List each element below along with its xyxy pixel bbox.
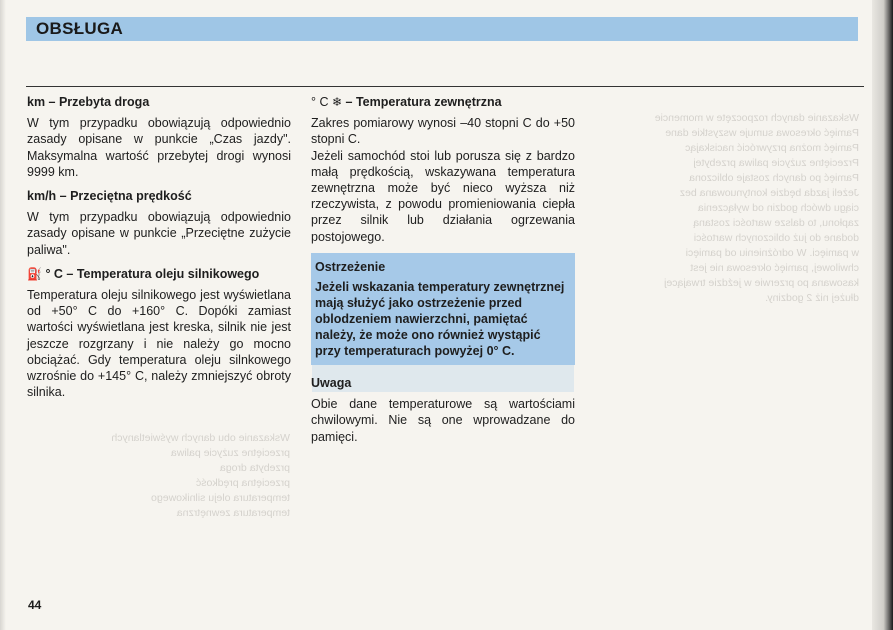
heading-distance: km – Przebyta droga (27, 95, 150, 109)
paragraph-oil-temperature: Temperatura oleju silnikowego jest wyświetlana od +50° C do +160° C. Dopóki zamiast wartości wyświetlana jest kreska, silnik nie jest jeszcze rozgrzany i nie należy go mocno obciążać. Gdy temperatura oleju silnkowego wzrośnie do +145° C, należy zmniejszyć obroty silnika. (27, 288, 291, 400)
middle-column (311, 94, 575, 453)
paragraph-note: Obie dane temperaturowe są wartościami chwilowymi. Nie są one wprowadzane do pamięci. (311, 397, 575, 444)
paragraph-distance: W tym przypadku obowiązują odpowiednio zasady opisane w punkcie „Czas jazdy". Maksymalna wartość przebytej drogi wynosi 9999 km. (27, 116, 291, 179)
heading-outside-temperature-text: – Temperatura zewnętrzna (345, 95, 502, 109)
heading-oil-temperature-text: ° C – Temperatura oleju silnikowego (45, 266, 260, 281)
show-through-text-left: Wskazanie obu danych wyświetlanych przeciętne zużycie paliwa przebyta droga przeciętna prędkość temperatura oleju silnikowego temperatura zewnętrzna (111, 432, 290, 519)
page-number: 44 (28, 598, 42, 612)
heading-note: Uwaga (311, 376, 352, 391)
paragraph-outside-temperature: Jeżeli samochód stoi lub porusza się z bardzo małą prędkością, wskazywana temperatura zewnętrzna może być nieco wyższa niż rzeczywista, z powodu promieniowania ciepła przez silnik lub działania ogrzewania postojowego. (311, 148, 575, 244)
heading-oil-temperature (27, 266, 291, 282)
oil-can-icon: ⛽ (27, 266, 42, 281)
section-header-bar (26, 17, 858, 41)
snowflake-icon: ❄ (331, 95, 343, 109)
divider-line (26, 86, 864, 87)
warning-text: Jeżeli wskazania temperatury zewnętrznej mają służyć jako ostrzeżenie przed oblodzeniem nawierzchni, pamiętać należy, że może ono również wystąpić przy temperaturach powyżej 0° C. (315, 280, 565, 359)
paragraph-range: Zakres pomiarowy wynosi –40 stopni C do +50 stopni C. (311, 116, 575, 147)
warning-box (311, 253, 575, 365)
section-title: OBSŁUGA (36, 19, 124, 38)
degree-prefix: ° C (311, 95, 329, 109)
paragraph-average-speed: W tym przypadku obowiązują odpowiednio zasady opisane w punkcie „Przeciętne zużycie paliwa". (27, 210, 291, 257)
heading-average-speed: km/h – Przeciętna prędkość (27, 189, 192, 204)
left-column (27, 94, 291, 408)
page-binding-shadow (872, 0, 893, 630)
page-edge-shadow (0, 0, 6, 630)
show-through-text: Wskazanie danych rozpoczęte w momencie Pamięć okresowa sumuje wszystkie dane Pamięć można przywrócić naciskając Przeciętne zużycie paliwa przebytej Pamięć po danych zostaje obliczona Jeżeli jazda będzie kontynuowana bez ciągu dwóch godzin od wyłączenia zapłonu, to dalsze wartości zostaną dodane do już obliczonych wartości w pamięci. W odróżnieniu od pamięci chwilowej, pamięć okresowa nie jest kasowana po przerwie w jeździe trwającej dłużej niż 2 godziny. (654, 112, 859, 304)
warning-title: Ostrzeżenie (315, 259, 386, 274)
heading-outside-temperature (311, 94, 575, 110)
